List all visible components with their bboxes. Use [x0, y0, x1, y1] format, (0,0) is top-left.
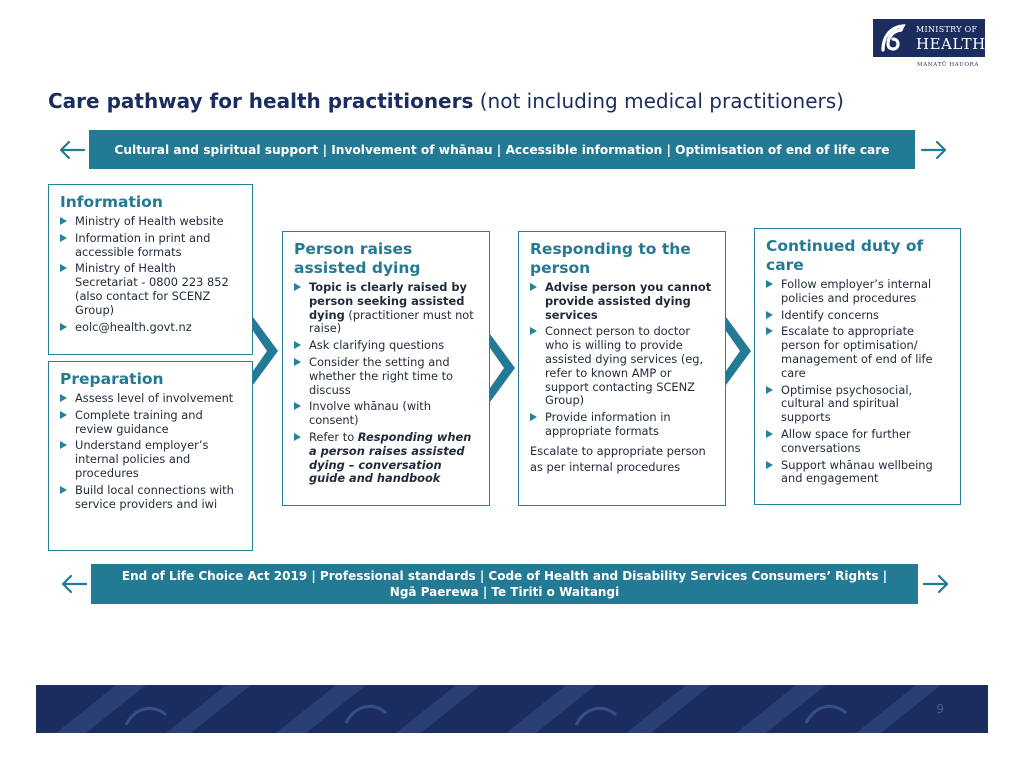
right-arrow-icon: [920, 140, 948, 160]
list-item: Build local connections with service providers and iwi: [60, 484, 242, 512]
logo-box: [873, 19, 985, 57]
list-item: Ministry of Health website: [60, 215, 242, 229]
list-item: Escalate to appropriate person for optimisation/ management of end of life care: [766, 325, 950, 380]
bullet-triangle-icon: [60, 234, 67, 242]
bullet-triangle-icon: [766, 430, 773, 438]
list-item: Refer to Responding when a person raises assisted dying – conversation guide and handbook: [294, 431, 479, 486]
chevron-right-icon: [253, 317, 278, 385]
bullet-triangle-icon: [294, 358, 301, 366]
continued-duty-heading: Continued duty of care: [766, 237, 924, 274]
continued-duty-list: [766, 278, 950, 486]
list-item: Complete training and review guidance: [60, 409, 242, 437]
bullet-triangle-icon: [294, 341, 301, 349]
logo-text-manatu-hauora: MANATŪ HAUORA: [917, 62, 979, 68]
list-item: Optimise psychosocial, cultural and spiritual supports: [766, 384, 950, 425]
bullet-triangle-icon: [766, 461, 773, 469]
logo-text-ministry: MINISTRY OF: [916, 25, 978, 34]
information-card: [48, 184, 253, 355]
bottom-banner: [91, 564, 918, 604]
bullet-triangle-icon: [766, 386, 773, 394]
ministry-of-health-logo: [873, 19, 985, 71]
list-item: eolc@health.govt.nz: [60, 321, 242, 335]
koru-icon: [877, 22, 909, 54]
page-title: [48, 89, 948, 113]
bullet-triangle-icon: [294, 402, 301, 410]
right-arrow-icon: [922, 574, 950, 594]
responding-escalate-text: Escalate to appropriate person as per internal procedures: [530, 443, 706, 474]
left-arrow-icon: [60, 574, 88, 594]
list-item: Assess level of involvement: [60, 392, 242, 406]
bullet-triangle-icon: [766, 327, 773, 335]
list-item: Support whānau wellbeing and engagement: [766, 459, 950, 487]
preparation-heading: Preparation: [60, 370, 164, 388]
bullet-triangle-icon: [60, 441, 67, 449]
responding-heading: Responding to the person: [530, 240, 691, 277]
preparation-list: [60, 392, 242, 511]
information-list: [60, 215, 242, 334]
bottom-banner-line2: Ngā Paerewa | Te Tiriti o Waitangi: [389, 585, 620, 599]
preparation-card: [48, 361, 253, 551]
left-arrow-icon: [58, 140, 86, 160]
chevron-right-icon: [490, 334, 515, 402]
bottom-banner-line1: End of Life Choice Act 2019 | Professional standards | Code of Health and Disability Services Consumers’ Rights |: [121, 569, 888, 583]
bullet-triangle-icon: [60, 411, 67, 419]
person-raises-card: [282, 231, 490, 506]
list-item: Provide information in appropriate formats: [530, 411, 715, 439]
list-item: Topic is clearly raised by person seeking assisted dying (practitioner must not raise): [294, 281, 479, 336]
list-item: Identify concerns: [766, 309, 950, 323]
page-title-main: Care pathway for health practitioners: [48, 89, 474, 113]
bullet-triangle-icon: [60, 217, 67, 225]
list-item: Allow space for further conversations: [766, 428, 950, 456]
bullet-triangle-icon: [294, 283, 301, 291]
footer-pattern-band: [36, 685, 988, 733]
list-item: Involve whānau (with consent): [294, 400, 479, 428]
list-item: Advise person you cannot provide assisted dying services: [530, 281, 715, 322]
list-item: Consider the setting and whether the right time to discuss: [294, 356, 479, 397]
logo-text-health: HEALTH: [916, 35, 986, 53]
information-heading: Information: [60, 193, 163, 211]
responding-card: [518, 231, 726, 506]
bullet-triangle-icon: [530, 283, 537, 291]
bullet-triangle-icon: [60, 394, 67, 402]
list-item: Ministry of Health Secretariat - 0800 223 852 (also contact for SCENZ Group): [60, 262, 242, 317]
list-item: Ask clarifying questions: [294, 339, 479, 353]
person-raises-list: [294, 281, 479, 486]
bullet-triangle-icon: [60, 486, 67, 494]
list-item: Connect person to doctor who is willing to provide assisted dying services (eg, refer to known AMP or support contacting SCENZ Group): [530, 325, 715, 408]
bullet-triangle-icon: [60, 264, 67, 272]
bullet-triangle-icon: [530, 327, 537, 335]
bullet-triangle-icon: [294, 433, 301, 441]
list-item: Information in print and accessible formats: [60, 232, 242, 260]
page-title-qualifier: (not including medical practitioners): [473, 89, 844, 113]
list-item: Follow employer’s internal policies and procedures: [766, 278, 950, 306]
chevron-right-icon: [726, 317, 751, 385]
list-item: Understand employer’s internal policies and procedures: [60, 439, 242, 480]
page-number: 9: [936, 702, 944, 716]
continued-duty-card: [754, 228, 961, 505]
bullet-triangle-icon: [60, 323, 67, 331]
kowhaiwhai-pattern-icon: [36, 685, 988, 733]
person-raises-heading: Person raises assisted dying: [294, 240, 421, 277]
responding-list: [530, 281, 715, 439]
top-banner: [89, 130, 915, 169]
bullet-triangle-icon: [530, 413, 537, 421]
bullet-triangle-icon: [766, 280, 773, 288]
top-banner-text: Cultural and spiritual support | Involvement of whānau | Accessible information | Optimisation of end of life care: [114, 142, 890, 157]
bullet-triangle-icon: [766, 311, 773, 319]
